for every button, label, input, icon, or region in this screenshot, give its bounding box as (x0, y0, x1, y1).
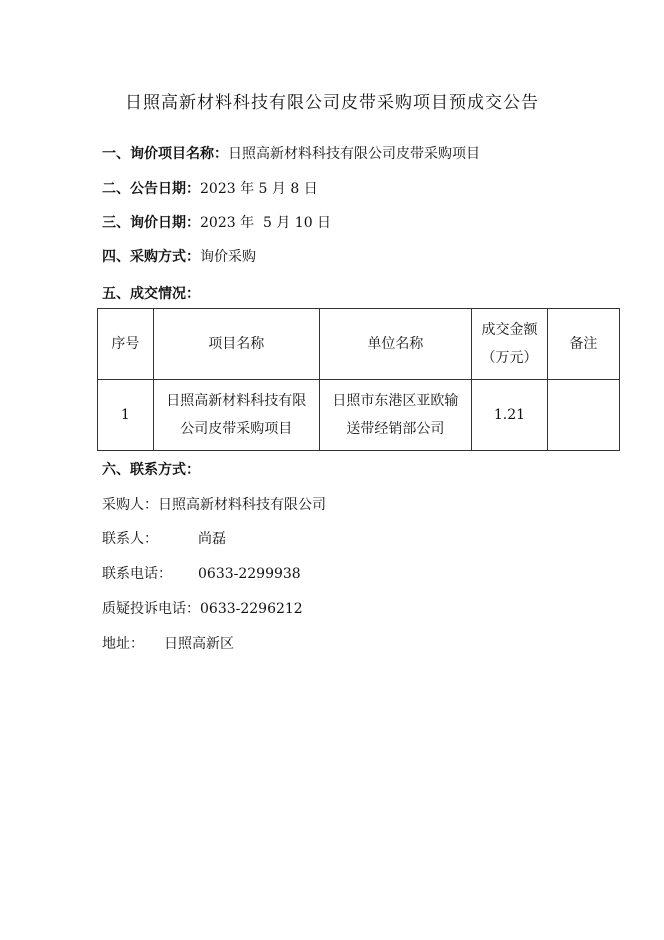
cell-unit (319, 380, 471, 451)
contact-person-value: 尚磊 (198, 531, 226, 547)
cell-project (153, 380, 319, 451)
contact-phone (102, 563, 301, 583)
contact-person (102, 528, 226, 548)
cell-project-line2: 公司皮带采购项目 (180, 421, 293, 437)
header-unit: 单位名称 (319, 309, 471, 380)
header-project: 项目名称 (153, 309, 319, 380)
section-contact (102, 459, 200, 479)
section-announce-date-heading: 二、公告日期： (102, 181, 200, 197)
section-project-name-heading: 一、询价项目名称： (102, 146, 228, 162)
section-deal-status-heading: 五、成交情况： (102, 286, 200, 302)
contact-person-label: 联系人： (102, 531, 158, 547)
contact-complaint (102, 598, 303, 618)
contact-address (102, 633, 234, 653)
contact-address-value: 日照高新区 (164, 636, 234, 652)
cell-seq: 1 (98, 380, 154, 451)
contact-address-label: 地址： (102, 636, 144, 652)
header-remark: 备注 (547, 309, 619, 380)
announcement-title: 日照高新材料科技有限公司皮带采购项目预成交公告 (125, 93, 539, 113)
header-seq: 序号 (98, 309, 154, 380)
section-announce-date-value: 2023 年 5 月 8 日 (200, 181, 318, 197)
cell-project-line1: 日照高新材料科技有限 (166, 393, 307, 409)
section-project-name (102, 143, 480, 163)
cell-unit-line1: 日照市东港区亚欧输 (332, 393, 459, 409)
header-amount (472, 309, 548, 380)
contact-phone-label: 联系电话： (102, 566, 172, 582)
section-deal-status (102, 283, 200, 303)
deal-table (97, 308, 620, 451)
contact-buyer (102, 494, 326, 514)
contact-buyer-value: 日照高新材料科技有限公司 (158, 497, 326, 513)
section-inquiry-date-value: 2023 年 5 月 10 日 (200, 215, 332, 231)
contact-complaint-label: 质疑投诉电话： (102, 601, 200, 617)
contact-buyer-label: 采购人： (102, 497, 158, 513)
header-amount-line2: （万元） (481, 350, 538, 366)
section-purchase-method-value: 询价采购 (200, 249, 256, 265)
cell-remark (547, 380, 619, 451)
cell-unit-line2: 送带经销部公司 (346, 421, 445, 437)
section-purchase-method-heading: 四、采购方式： (102, 249, 200, 265)
section-purchase-method (102, 246, 256, 266)
section-contact-heading: 六、联系方式： (102, 462, 200, 478)
section-inquiry-date-heading: 三、询价日期： (102, 215, 200, 231)
section-inquiry-date (102, 212, 331, 232)
deal-table-header-row (98, 309, 620, 380)
cell-amount: 1.21 (472, 380, 548, 451)
contact-complaint-value: 0633-2296212 (200, 601, 303, 617)
section-announce-date (102, 178, 318, 198)
header-amount-line1: 成交金额 (481, 322, 538, 338)
section-project-name-value: 日照高新材料科技有限公司皮带采购项目 (228, 146, 480, 162)
table-row (98, 380, 620, 451)
contact-phone-value: 0633-2299938 (198, 566, 301, 582)
